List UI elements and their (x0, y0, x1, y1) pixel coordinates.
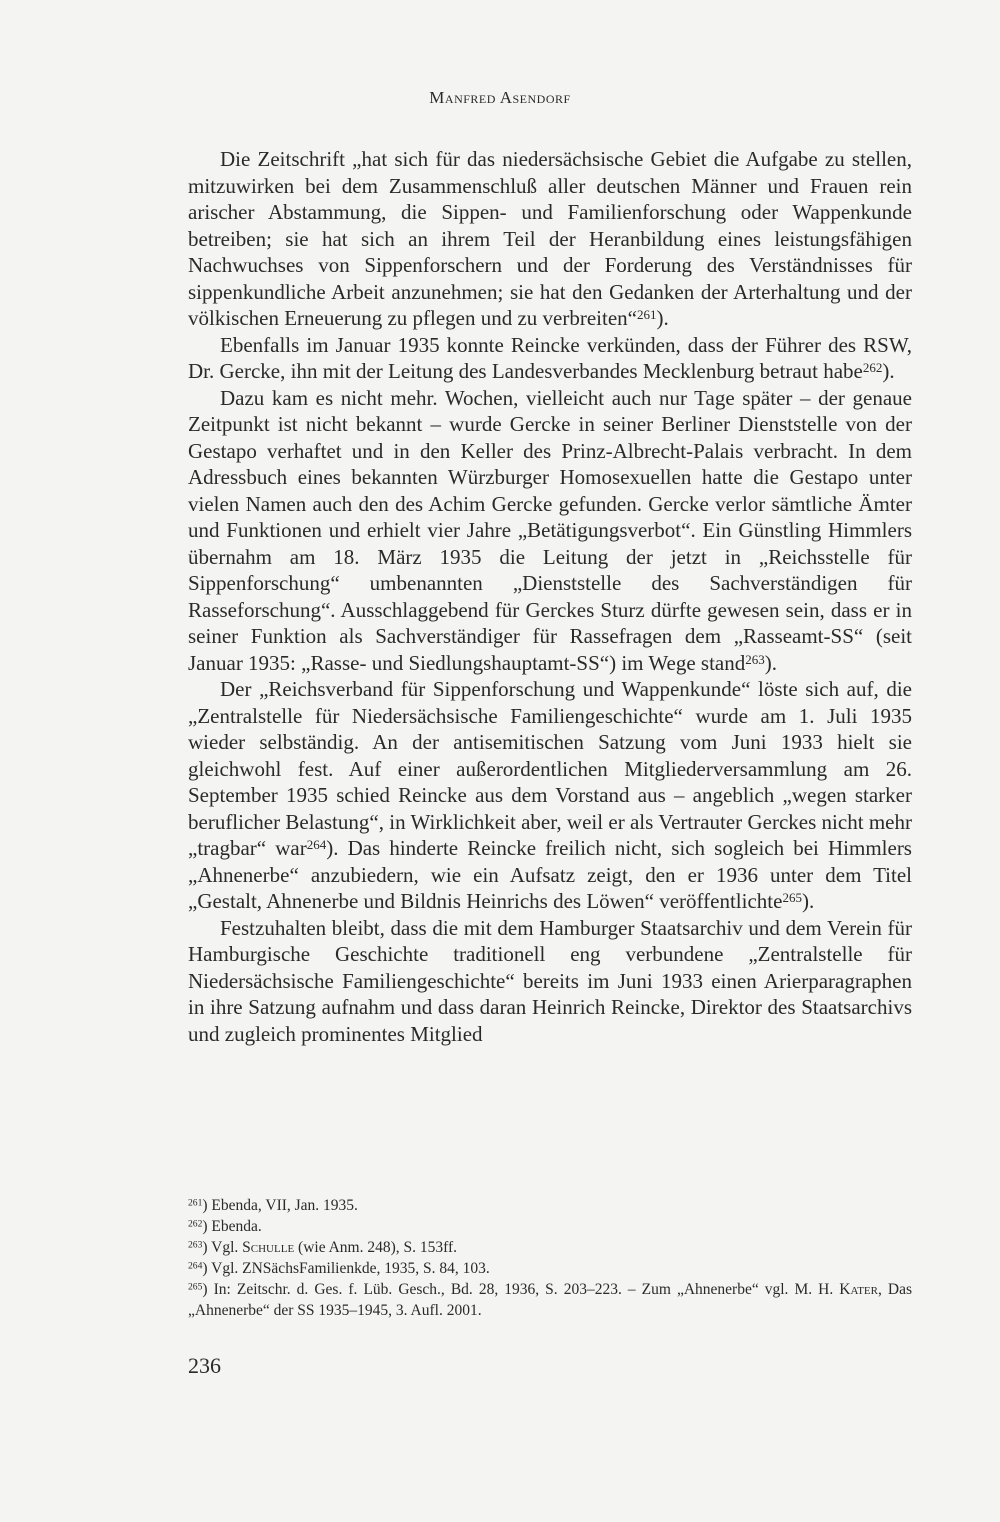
footnote-number: 265 (188, 1281, 203, 1293)
paragraph (188, 146, 912, 332)
footnote-ref[interactable]: 261 (637, 307, 657, 323)
footnote-number: 263 (188, 1239, 203, 1251)
footnote-text-pre: ) Vgl. (202, 1239, 243, 1256)
paragraph (188, 332, 912, 385)
author-name: Schulle (242, 1239, 295, 1256)
footnote-text: ) Ebenda. (202, 1218, 262, 1235)
paragraph-text: Die Zeitschrift „hat sich für das niedersächsische Gebiet die Aufgabe zu stellen, mitzuwirken bei dem Zusammenschluß aller deutschen Männer und Frauen rein arischer Abstammung, die Sippen- und Familienforschung oder Wappenkunde betreiben; sie hat sich an ihrem Teil der Heranbildung eines leistungsfähigen Nachwuchses von Sippenforschern und der Forderung des Verständnisses für sippenkundliche Arbeit anzunehmen; sie hat den Gedanken der Arterhaltung und der völkischen Erneuerung zu pflegen und zu verbreiten“ (188, 147, 912, 330)
paragraph-text-end: ). (882, 359, 895, 383)
author-name: Kater (839, 1281, 878, 1298)
paragraph-text-end: ). (801, 889, 815, 913)
main-text (188, 146, 912, 1047)
running-header: Manfred Asendorf (429, 88, 571, 107)
paragraph-text: Der „Reichsverband für Sippenforschung und Wappenkunde“ löste sich auf, die „Zentralstelle für Niedersächsische Familiengeschichte“ wurde am 1. Juli 1935 wieder selbständig. An der antisemitischen Satzung vom Juni 1933 hielt sie gleichwohl fest. Auf einer außerordentlichen Mitgliederversammlung am 26. September 1935 schied Reincke aus dem Vorstand aus – angeblich „wegen starker beruflicher Belastung“, in Wirklichkeit aber, weil er als Vertrauter Gerckes nicht mehr „tragbar“ war (188, 677, 912, 860)
paragraph-text: Festzuhalten bleibt, dass die mit dem Hamburger Staatsarchiv und dem Verein für Hamburgische Geschichte traditionell eng verbundene „Zentralstelle für Niedersächsische Familiengeschichte“ bereits im Juni 1933 einen Arierparagraphen in ihre Satzung aufnahm und dass daran Heinrich Reincke, Direktor des Staatsarchivs und zugleich prominentes Mitglied (188, 915, 912, 1046)
footnote-text: ) Ebenda, VII, Jan. 1935. (202, 1197, 358, 1214)
paragraph (188, 676, 912, 915)
footnote-text-tail: , Das „Ahnenerbe“ der SS 1935–1945, 3. Aufl. 2001. (188, 1281, 913, 1319)
footnote-number: 261 (188, 1197, 203, 1209)
footnote (188, 1195, 912, 1216)
footnote-ref[interactable]: 264 (306, 837, 327, 853)
paragraph-text: Ebenfalls im Januar 1935 konnte Reincke verkünden, dass der Führer des RSW, Dr. Gercke, ihn mit der Leitung des Landesverbandes Mecklenburg betraut habe (188, 332, 912, 383)
footnote-text: (wie Anm. 248), S. 153ff. (294, 1239, 458, 1256)
footnote (188, 1237, 912, 1258)
footnote-text: ) In: Zeitschr. d. Ges. f. Lüb. Gesch., Bd. 28, 1936, S. 203–223. – Zum „Ahnenerbe“ vgl. M. H. (202, 1281, 840, 1298)
footnote-text: ) Vgl. ZNSächsFamilienkde, 1935, S. 84, 103. (202, 1260, 490, 1277)
footnotes (188, 1195, 912, 1321)
footnote (188, 1258, 912, 1279)
paragraph-text-end: ). (764, 650, 778, 675)
footnote-number: 264 (188, 1260, 203, 1272)
footnote (188, 1216, 912, 1237)
footnote (188, 1279, 912, 1321)
footnote-ref[interactable]: 265 (782, 890, 802, 906)
paragraph-text: Dazu kam es nicht mehr. Wochen, vielleicht auch nur Tage später – der genaue Zeitpunkt ist nicht bekannt – wurde Gercke in seiner Berliner Dienststelle von der Gestapo verhaftet und in den Keller des Prinz-Albrecht-Palais verbracht. In dem Adressbuch eines bekannten Würzburger Homosexuellen hatte die Gestapo unter vielen Namen auch den des Achim Gercke gefunden. Gercke verlor sämtliche Ämter und Funktionen und erhielt vier Jahre „Betätigungsverbot“. Ein Günstling Himmlers übernahm am 18. März 1935 die Leitung der jetzt in „Reichsstelle für Sippenforschung“ umbenannten „Dienststelle des Sachverständigen für Rasseforschung“. Ausschlaggebend für Gerckes Sturz dürfte gewesen sein, dass er in seiner Funktion als Sachverständiger für Rassefragen dem „Rasseamt-SS“ (seit Januar 1935: „Rasse- und Siedlungshauptamt-SS“) im Wege stand (188, 385, 912, 675)
page-number: 236 (188, 1353, 221, 1378)
footnote-number: 262 (188, 1218, 203, 1230)
footnote-ref[interactable]: 263 (745, 651, 765, 667)
footnote-ref[interactable]: 262 (862, 360, 883, 376)
paragraph-text-end: ). (656, 306, 669, 330)
paragraph (188, 915, 912, 1048)
paragraph-text-mid: ). Das hinderte Reincke freilich nicht, sich sogleich bei Himmlers „Ahnenerbe“ anzubiedern, wie ein Aufsatz zeigt, den er 1936 unter dem Titel „Gestalt, Ahnenerbe und Bildnis Heinrichs des Löwen“ veröffentlichte (188, 836, 912, 913)
paragraph (188, 385, 912, 677)
